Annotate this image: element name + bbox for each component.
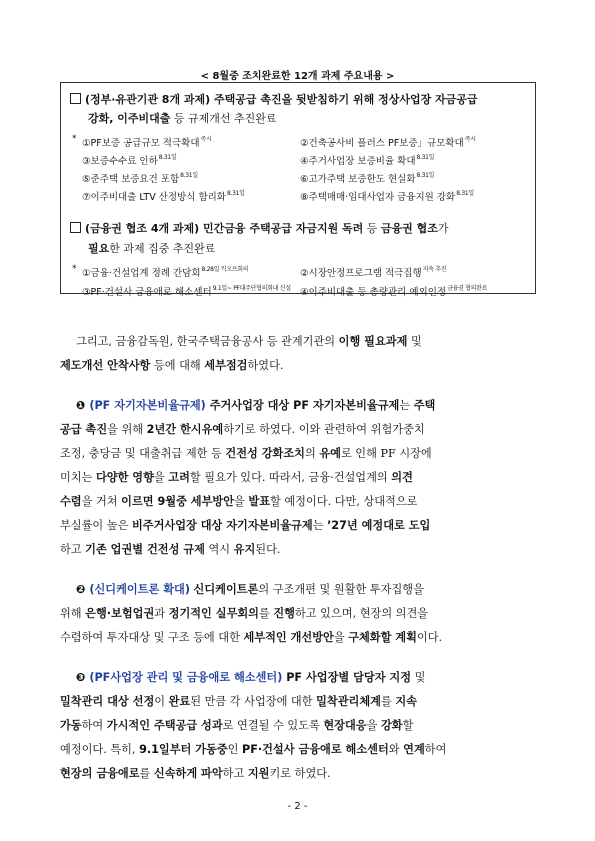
section2-item-text: ③PF·건설사 금융애로 해소센터: [82, 287, 212, 298]
text-run: 수렴하여 투자대상 및 구조 등에 대한: [60, 631, 244, 644]
text-run: 할: [402, 719, 414, 732]
paragraph-line: [60, 445, 536, 461]
text-run: 밀착관리체계: [316, 695, 381, 708]
text-run: 지원: [247, 767, 270, 780]
text-run: 주택: [413, 399, 436, 412]
section2-item-text: ②시장안정프로그램 적극집행: [300, 268, 422, 279]
text-run: 를: [139, 767, 154, 780]
text-run: 등에 대해: [150, 359, 205, 372]
section1-item: [82, 134, 212, 149]
text-run: 신속하게 파악: [153, 767, 223, 780]
paragraph-line: [60, 517, 536, 533]
paragraph-line: [76, 397, 552, 413]
paragraph-line: [60, 421, 536, 437]
text-run: PF 사업장별 담당자 지정: [282, 671, 412, 684]
asterisk-icon: *: [72, 264, 77, 274]
text-run: 강화, 이주비대출: [88, 112, 171, 125]
summary-box-title: < 8월중 조치완료한 12개 과제 주요내용 >: [200, 71, 395, 82]
text-run: 구체화할 계획: [348, 631, 417, 644]
text-run: 유지: [233, 543, 256, 556]
text-run: 그리고, 금융감독원, 한국주택금융공사 등 관계기관의: [76, 335, 339, 348]
text-run: 2년간 한시유예: [146, 423, 224, 436]
paragraph-line: [60, 357, 536, 373]
section1-item-note: 8.31일: [456, 190, 474, 197]
text-run: 이: [154, 695, 169, 708]
text-run: 다양한 영향: [95, 471, 154, 484]
section2-line1-text: [85, 222, 449, 235]
section2-item-note: 금융권 협의완료: [447, 285, 488, 292]
section1-item-text: ⑥고가주택 보증한도 현실화: [300, 174, 416, 185]
section1-item-note: 8.31일: [158, 154, 177, 161]
section2-item-text: ④이주비대출 등 총량관리 예외인정: [300, 287, 447, 298]
text-run: 를: [259, 607, 274, 620]
section1-item: [82, 152, 176, 167]
text-run: 가동: [60, 719, 82, 732]
section-heading: (PF사업장 관리 및 금융애로 해소센터): [89, 671, 283, 684]
paragraph-line: [60, 629, 536, 645]
section2-item-note: 지속 추진: [422, 266, 447, 273]
text-run: 하였다.: [247, 359, 284, 372]
text-run: 하여: [81, 719, 107, 732]
text-run: 이행 필요과제: [338, 335, 408, 348]
text-run: 할 필요가 있다. 따라서, 금융·건설업계의: [189, 471, 392, 484]
paragraph-line: [60, 693, 536, 709]
text-run: 밀착관리 대상 선정: [60, 695, 155, 708]
section1-item-text: ⑤준주택 보증요건 포함: [82, 174, 180, 185]
text-run: 금융권 협조: [380, 222, 438, 235]
section1-item-text: ⑧주택매매·임대사업자 금융지원 강화: [300, 192, 456, 203]
section1-item: [300, 134, 476, 149]
text-run: 완료: [168, 695, 191, 708]
text-run: 와: [388, 743, 404, 756]
section1-item-note: 8.31일: [416, 172, 435, 179]
text-run: 을 위해: [107, 423, 147, 436]
text-run: 수렴: [60, 495, 82, 508]
text-run: 미치는: [60, 471, 96, 484]
text-run: 발표: [248, 495, 271, 508]
text-run: 예정이다. 특히,: [60, 743, 140, 756]
text-run: 한 과제 집중 추진완료: [109, 242, 216, 255]
section1-item: [300, 152, 434, 167]
paragraph-line: [60, 541, 536, 557]
section2-item-note: 8.28일 킥오프회의: [201, 266, 249, 273]
section1-item-note: 8.31일: [180, 172, 198, 179]
text-run: 및: [407, 335, 422, 348]
section1-item: [300, 170, 434, 185]
text-run: 하고 있으며, 현장의 의견을: [295, 607, 429, 620]
text-run: 비주거사업장 대상 자기자본비율규제: [131, 519, 313, 532]
section2-item: [82, 283, 291, 298]
text-run: 인: [227, 743, 243, 756]
text-run: 조정, 충당금 및 대출취급 제한 등: [60, 447, 226, 460]
text-run: 공급 촉진: [60, 423, 108, 436]
text-run: 를: [380, 695, 396, 708]
section1-item-text: ③보증수수료 인하: [82, 156, 158, 167]
text-run: 주거사업장 대상 PF 자기자본비율규제: [205, 399, 400, 412]
text-run: 신디케이트론: [193, 583, 259, 596]
asterisk-icon: *: [72, 134, 77, 144]
text-run: 세부점검: [204, 359, 248, 372]
text-run: ’27년 예정대로 도입: [327, 519, 431, 532]
text-run: 제도개선 안착사항: [60, 359, 151, 372]
checkbox-square-icon: [70, 222, 81, 233]
section2-line1: [70, 220, 449, 236]
page-number: - 2 -: [287, 801, 308, 812]
text-run: 이다.: [416, 631, 443, 644]
paragraph-line: [76, 581, 552, 597]
section1-item: [82, 170, 198, 185]
text-run: 이르면 9월중 세부방안: [121, 495, 235, 508]
text-run: 을 거쳐: [81, 495, 122, 508]
section1-item: [82, 188, 245, 203]
section1-item-note: 즉시: [200, 136, 212, 143]
section2-item: [82, 264, 248, 279]
text-run: 건전성 강화조치: [225, 447, 305, 460]
section-heading: (신디케이트론 확대): [89, 583, 190, 596]
text-run: 강화: [380, 719, 403, 732]
text-run: 현장대응: [323, 719, 367, 732]
text-run: 하기로 하였다. 이와 관련하여 위험가중치: [223, 423, 425, 436]
text-run: 로 인해 PF 시장에: [340, 447, 432, 460]
section1-item-note: 8.31일: [227, 190, 245, 197]
text-run: 유예: [319, 447, 341, 460]
text-run: 필요: [88, 242, 110, 255]
text-run: 및: [411, 671, 426, 684]
section2-item-text: ①금융·건설업계 정례 간담회: [82, 268, 201, 279]
text-run: 키로 하였다.: [269, 767, 331, 780]
paragraph-line: [60, 605, 536, 621]
text-run: 세부적인 개선방안: [243, 631, 334, 644]
text-run: 하고: [222, 767, 248, 780]
text-run: 의견: [391, 471, 413, 484]
text-run: (정부·유관기관 8개 과제) 주택공급 촉진을 뒷받침하기 위해 정상사업장 자금공급: [85, 93, 478, 106]
text-run: 된다.: [255, 543, 281, 556]
section-heading: (PF 자기자본비율규제): [89, 399, 206, 412]
section1-item: [300, 188, 474, 203]
section1-line1: [70, 91, 478, 107]
section2-item-note: 9.1일~ PF대주단협의회내 신설: [212, 285, 291, 292]
text-run: 가: [437, 222, 449, 235]
paragraph-line: [60, 493, 536, 509]
text-run: 과: [154, 607, 169, 620]
checkbox-square-icon: [70, 93, 81, 104]
paragraph-line: [60, 765, 536, 781]
paragraph-line: [76, 333, 552, 349]
text-run: 고려: [168, 471, 190, 484]
text-run: 기존 업권별 건전성 규제: [85, 543, 205, 556]
section1-line1-text: [85, 93, 478, 106]
text-run: 는: [312, 519, 328, 532]
text-run: (금융권 협조 4개 과제) 민간금융 주택공급 자금지원 독려: [85, 222, 364, 235]
text-run: 역시: [204, 543, 234, 556]
section1-item-text: ⑦이주비대출 LTV 산정방식 합리화: [82, 192, 226, 203]
section1-item-text: ②건축공사비 플러스 PF보증」규모확대: [300, 138, 464, 149]
text-run: 할 예정이다. 다만, 상대적으로: [270, 495, 418, 508]
text-run: 는: [399, 399, 414, 412]
text-run: 의 구조개편 및 원활한 투자집행을: [258, 583, 424, 596]
text-run: 하고: [60, 543, 86, 556]
text-run: 등: [363, 222, 381, 235]
item-number: ❸: [76, 671, 90, 684]
text-run: 가시적인 주택공급 성과: [106, 719, 223, 732]
text-run: 로 연결될 수 있도록: [222, 719, 324, 732]
text-run: 현장의 금융애로: [60, 767, 140, 780]
item-number: ❷: [76, 583, 90, 596]
text-run: PF·건설사 금융애로 해소센터: [242, 743, 389, 756]
paragraph-line: [60, 741, 536, 757]
text-run: 등 규제개선 추진완료: [170, 112, 277, 125]
section2-line2: [88, 240, 215, 256]
paragraph-line: [76, 669, 552, 685]
text-run: 하여: [424, 743, 447, 756]
text-run: 정기적인 실무회의: [168, 607, 259, 620]
text-run: 위해: [60, 607, 86, 620]
text-run: 을: [366, 719, 381, 732]
section1-item-text: ④주거사업장 보증비율 확대: [300, 156, 416, 167]
text-run: 연계: [403, 743, 425, 756]
text-run: 9.1일부터 가동중: [139, 743, 228, 756]
section2-item: [300, 283, 487, 298]
text-run: 부실률이 높은: [60, 519, 132, 532]
text-run: 된 만큼 각 사업장에 대한: [190, 695, 317, 708]
section1-item-text: ①PF보증 공급규모 적극확대: [82, 138, 200, 149]
text-run: 진행: [273, 607, 295, 620]
text-run: 을: [234, 495, 249, 508]
section2-item: [300, 264, 446, 279]
section1-item-note: 즉시: [464, 136, 476, 143]
paragraph-line: [60, 717, 536, 733]
text-run: 을: [153, 471, 169, 484]
item-number: ❶: [76, 399, 90, 412]
section1-line2: [88, 110, 277, 126]
text-run: 지속: [395, 695, 417, 708]
text-run: 은행·보험업권: [85, 607, 155, 620]
text-run: 의: [304, 447, 320, 460]
text-run: 을: [333, 631, 349, 644]
section1-item-note: 8.31일: [416, 154, 435, 161]
paragraph-line: [60, 469, 536, 485]
